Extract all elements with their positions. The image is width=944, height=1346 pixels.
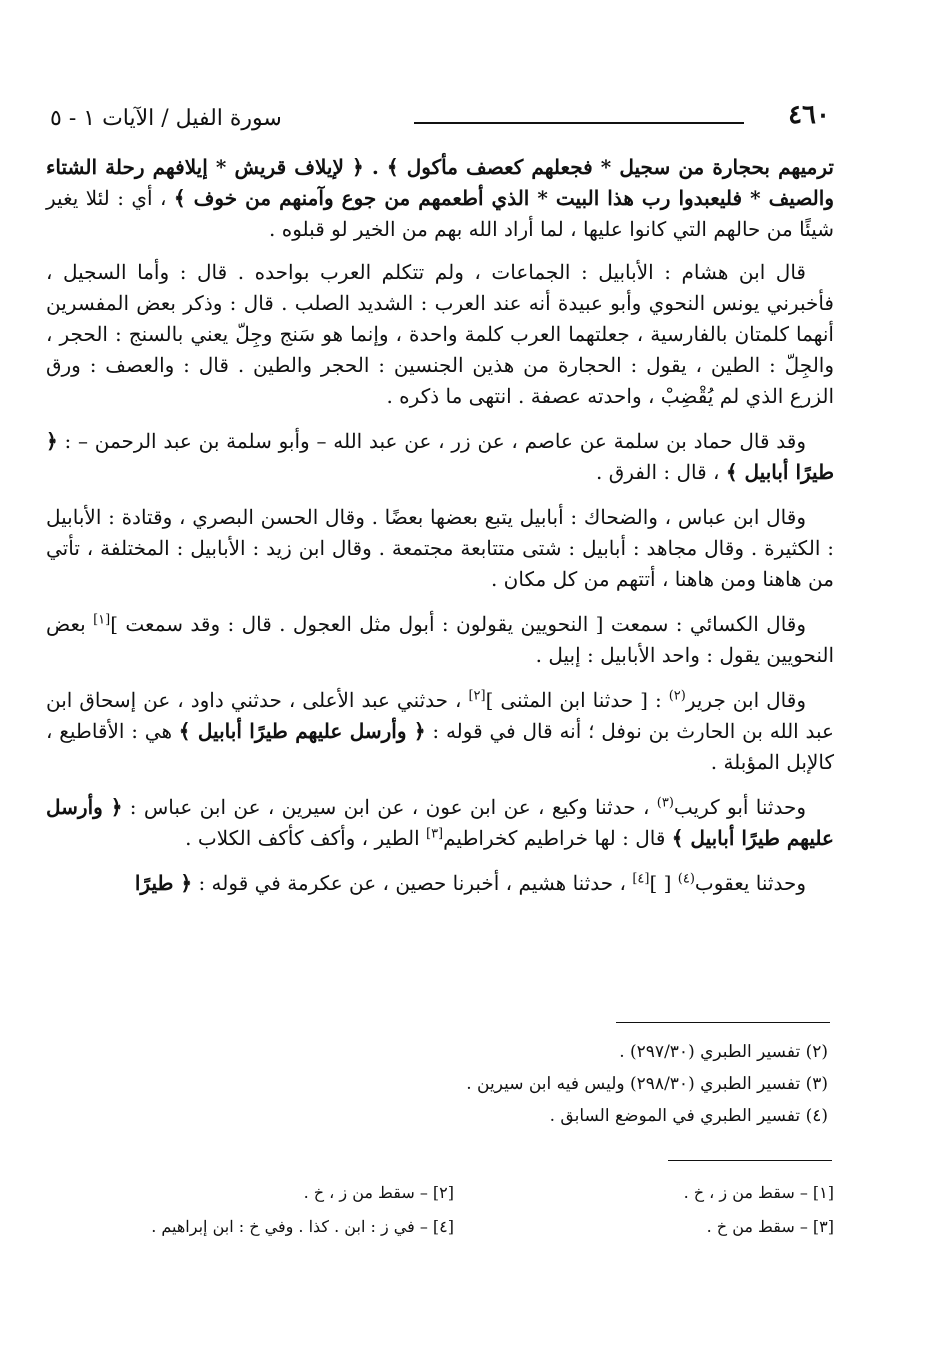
paragraph-text: قال : لها خراطيم كخراطيم [443,826,672,850]
paragraph-text: ، أي : لئلا يغير شيئًا من حالهم التي كانوا عليها ، لما أراد الله بهم من الخير لو قبلوه . [46,186,834,241]
note-marker: [٣] [425,826,444,842]
paragraph-text: وقال الكسائي : سمعت [ النحويين يقولون : أبول مثل العجول . قال : وقد سمعت ] [110,612,807,636]
apparatus-note: [١] – سقط من ز ، خ . [683,1183,834,1202]
apparatus-row [94,1210,834,1244]
paragraph-text: وقد قال حماد بن سلمة عن عاصم ، عن زر ، عن عبد الله – وأبو سلمة بن عبد الرحمن – : [57,429,806,453]
critical-apparatus [94,1176,834,1244]
paragraph-text: ، حدثنا هشيم ، أخبرنا حصين ، عن عكرمة في قوله : [192,871,633,895]
main-text [46,152,834,913]
paragraph [46,792,834,854]
apparatus-divider [668,1160,832,1161]
paragraph-text: : [ حدثنا ابن المثنى ] [485,688,669,712]
note-marker: [٢] [468,688,486,704]
header-rule [414,122,744,124]
apparatus-note: [٤] – في ز : ابن . كذا . وفي خ : ابن إبراهيم . [151,1217,454,1236]
note-marker: [٤] [632,871,650,887]
footnotes [128,1036,828,1132]
note-marker: (٣) [656,795,674,811]
quran-verse: ﴿ طيرًا أبابيل ﴾ [46,429,834,484]
apparatus-note: [٢] – سقط من ز ، خ . [303,1183,454,1202]
footnote: (٤) تفسير الطبري في الموضع السابق . [549,1106,828,1126]
paragraph-text: ، حدثني عبد الأعلى ، حدثني داود ، عن إسحاق ابن عبد الله بن الحارث بن نوفل ؛ أنه قال في قوله : [46,688,834,743]
paragraph-text: وقال ابن جرير [685,688,806,712]
quran-verse: ﴿ وأرسل عليهم طيرًا أبابيل ﴾ [178,719,426,743]
note-marker: [١] [93,612,111,628]
footnote: (٢) تفسير الطبري (٢٩٧/٣٠) . [619,1042,828,1062]
page-header [50,100,830,140]
paragraph-text: هي : الأقاطيع ، كالإبل المؤبلة . [46,719,834,774]
apparatus-row [94,1176,834,1210]
note-marker: (٤) [677,871,695,887]
paragraph-text: وقال ابن عباس ، والضحاك : أبابيل يتبع بعضها بعضًا . وقال الحسن البصري ، وقتادة : الأبابيل : الكثيرة . وقال مجاهد : أبابيل : شتى متتابعة مجتمعة . وقال ابن زيد : الأبابيل : المختلفة ، تأتي من هاهنا ومن هاهنا ، أتتهم من كل مكان . [46,505,834,591]
paragraph-text: بعض النحويين يقول : واحد الأبابيل : إبيل . [46,612,834,667]
paragraph-text: وحدثنا يعقوب [694,871,806,895]
paragraph-text: ، حدثنا وكيع ، عن ابن عون ، عن ابن سيرين ، عن ابن عباس : [122,795,657,819]
quran-verse: ترميهم بحجارة من سجيل * فجعلهم كعصف مأكول ﴾ . ﴿ لإيلاف قريش * إيلافهم رحلة الشتاء والصيف * فليعبدوا رب هذا البيت * الذي أطعمهم من جوع وآمنهم من خوف ﴾ [46,155,834,210]
page-number: ٤٦٠ [788,100,830,130]
paragraph [46,502,834,595]
footnote-divider [616,1022,830,1023]
paragraph [46,257,834,412]
quran-verse: ﴿ طيرًا [134,871,193,895]
paragraph [46,685,834,778]
paragraph-text: [ ] [649,871,678,895]
paragraph-text: الطير ، وأكف كأكف الكلاب . [185,826,426,850]
paragraph-text: قال ابن هشام : الأبابيل : الجماعات ، ولم تتكلم العرب بواحده . قال : وأما السجيل ، فأخبرني يونس النحوي وأبو عبيدة أنه عند العرب : الشديد الصلب . قال : وذكر بعض المفسرين أنهما كلمتان بالفارسية ، جعلتهما العرب كلمة واحدة ، وإنما هو سَنج وجِلّ يعني بالسنج : الحجر ، والجِلّ : الطين ، يقول : الحجارة من هذين الجنسين : الحجر والطين . قال : والعصف : ورق الزرع الذي لم يُقْضِبْ ، واحدته عصفة . انتهى ما ذكره . [46,260,834,408]
footnote: (٣) تفسير الطبري (٢٩٨/٣٠) وليس فيه ابن سيرين . [466,1074,828,1094]
paragraph-text: ، قال : الفرق . [596,460,726,484]
paragraph [46,609,834,671]
paragraph-text: وحدثنا أبو كريب [673,795,806,819]
paragraph [46,152,834,245]
apparatus-note: [٣] – سقط من خ . [706,1217,834,1236]
note-marker: (٢) [668,688,686,704]
paragraph [46,868,834,899]
quran-verse: ﴿ وأرسل عليهم طيرًا أبابيل ﴾ [46,795,834,850]
paragraph [46,426,834,488]
running-title: سورة الفيل / الآيات ١ - ٥ [50,106,282,131]
